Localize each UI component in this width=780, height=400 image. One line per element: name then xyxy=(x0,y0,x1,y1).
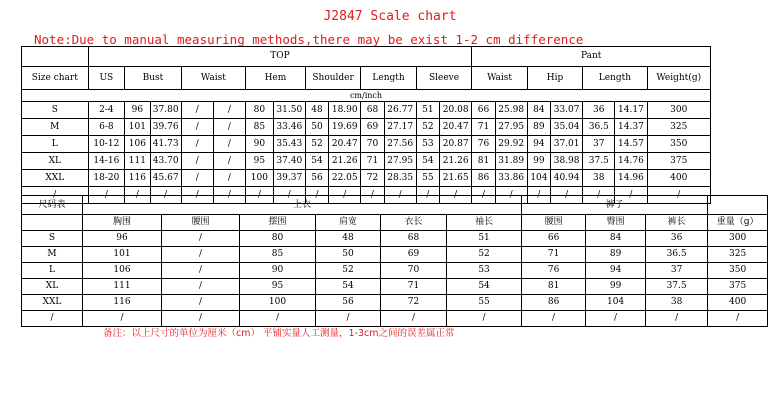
table-cell: / xyxy=(125,187,151,204)
table-cell: 375 xyxy=(708,279,768,295)
table-cell: 14.17 xyxy=(615,102,647,119)
table-cell: 54 xyxy=(305,153,328,170)
table-cell: 37 xyxy=(646,263,708,279)
table-cell: 36 xyxy=(583,102,615,119)
table-cell: 14.37 xyxy=(615,119,647,136)
table-cell: 116 xyxy=(125,170,151,187)
table-cell: 48 xyxy=(305,102,328,119)
table-cell: XXL xyxy=(22,295,83,311)
table-row xyxy=(22,231,768,247)
table-cell: 20.47 xyxy=(440,119,472,136)
header-bust: Bust xyxy=(125,67,182,90)
table-cell: 106 xyxy=(83,263,162,279)
table-cell: 54 xyxy=(316,279,381,295)
table-cell: 14.76 xyxy=(615,153,647,170)
table-cell: 90 xyxy=(240,263,316,279)
table-cell: 54 xyxy=(447,279,522,295)
table-cell: 68 xyxy=(381,231,447,247)
table-cell: 27.95 xyxy=(384,153,416,170)
table-cell: / xyxy=(583,187,615,204)
blank-cell xyxy=(708,196,768,215)
cn-column-header-row xyxy=(22,215,768,231)
table-cell: 86 xyxy=(472,170,495,187)
table-cell: / xyxy=(162,295,240,311)
table-row xyxy=(22,136,711,153)
chinese-size-table xyxy=(21,195,768,327)
table-row xyxy=(22,247,768,263)
table-cell: 37.01 xyxy=(551,136,583,153)
header-us: US xyxy=(88,67,125,90)
table-cell: 38 xyxy=(646,295,708,311)
table-cell: S xyxy=(22,102,89,119)
header-shoulder: Shoulder xyxy=(305,67,360,90)
table-cell: 99 xyxy=(527,153,550,170)
units-row xyxy=(22,90,711,102)
table-cell: 38.98 xyxy=(551,153,583,170)
table-row xyxy=(22,295,768,311)
table-cell: 45.67 xyxy=(150,170,181,187)
table-cell: 325 xyxy=(708,247,768,263)
table-cell: 84 xyxy=(527,102,550,119)
table-cell: / xyxy=(381,311,447,327)
table-cell: 72 xyxy=(381,295,447,311)
table-cell: 53 xyxy=(447,263,522,279)
table-cell: 25.98 xyxy=(495,102,527,119)
table-cell: / xyxy=(162,279,240,295)
table-cell: / xyxy=(83,311,162,327)
cn-header-length: 衣长 xyxy=(381,215,447,231)
table-cell: 36 xyxy=(646,231,708,247)
table-cell: 80 xyxy=(240,231,316,247)
table-cell: 22.05 xyxy=(329,170,361,187)
table-cell: 400 xyxy=(647,170,710,187)
table-cell: 52 xyxy=(416,119,439,136)
table-cell: 95 xyxy=(246,153,274,170)
table-cell: 50 xyxy=(316,247,381,263)
cn-header-pant-length: 裤长 xyxy=(646,215,708,231)
table-cell: 21.65 xyxy=(440,170,472,187)
table-cell: 10-12 xyxy=(88,136,125,153)
table-cell: / xyxy=(447,311,522,327)
table-cell: / xyxy=(162,311,240,327)
table-cell: 71 xyxy=(361,153,384,170)
table-cell: 37 xyxy=(583,136,615,153)
table-cell: / xyxy=(181,187,213,204)
table-cell: S xyxy=(22,231,83,247)
table-cell: 325 xyxy=(647,119,710,136)
table-cell: 350 xyxy=(708,263,768,279)
header-sleeve: Sleeve xyxy=(416,67,472,90)
table-cell: 36.5 xyxy=(646,247,708,263)
table-row xyxy=(22,263,768,279)
table-cell: 29.92 xyxy=(495,136,527,153)
blank-cell xyxy=(22,47,89,67)
table-cell: 56 xyxy=(316,295,381,311)
table-cell: 99 xyxy=(586,279,646,295)
cn-header-weight: 重量（g） xyxy=(708,215,768,231)
table-cell: 70 xyxy=(361,136,384,153)
table-cell: / xyxy=(181,153,213,170)
table-cell: / xyxy=(472,187,495,204)
table-cell: 38 xyxy=(583,170,615,187)
table-cell: 106 xyxy=(125,136,151,153)
cn-header-hem: 摆围 xyxy=(240,215,316,231)
table-cell: M xyxy=(22,119,89,136)
table-cell: 116 xyxy=(83,295,162,311)
table-cell: 2-4 xyxy=(88,102,125,119)
table-cell: / xyxy=(708,311,768,327)
table-cell: 35.04 xyxy=(551,119,583,136)
table-cell: / xyxy=(22,311,83,327)
table-cell: 71 xyxy=(522,247,586,263)
table-cell: / xyxy=(213,136,245,153)
cn-header-hip: 臀围 xyxy=(586,215,646,231)
table-cell: 37.80 xyxy=(150,102,181,119)
table-cell: 69 xyxy=(361,119,384,136)
table-cell: 71 xyxy=(381,279,447,295)
table-cell: 14-16 xyxy=(88,153,125,170)
table-cell: / xyxy=(240,311,316,327)
table-cell: 94 xyxy=(586,263,646,279)
cn-header-sleeve: 袖长 xyxy=(447,215,522,231)
table-cell: / xyxy=(416,187,439,204)
chart-title: J2847 Scale chart xyxy=(323,9,457,24)
table-cell: 72 xyxy=(361,170,384,187)
table-cell: 33.86 xyxy=(495,170,527,187)
table-cell: 56 xyxy=(305,170,328,187)
column-header-row xyxy=(22,67,711,90)
cn-section-pant: 裤子 xyxy=(522,196,708,215)
blank-cell xyxy=(22,215,83,231)
table-cell: 111 xyxy=(125,153,151,170)
table-cell: 76 xyxy=(522,263,586,279)
cn-section-row xyxy=(22,196,768,215)
table-cell: / xyxy=(88,187,125,204)
table-cell: 96 xyxy=(83,231,162,247)
table-cell: 39.37 xyxy=(273,170,305,187)
table-cell: 95 xyxy=(240,279,316,295)
table-cell: 27.56 xyxy=(384,136,416,153)
table-cell: 55 xyxy=(447,295,522,311)
table-cell: 66 xyxy=(522,231,586,247)
table-cell: 350 xyxy=(647,136,710,153)
header-hem: Hem xyxy=(246,67,306,90)
table-cell: 40.94 xyxy=(551,170,583,187)
table-cell: 400 xyxy=(708,295,768,311)
section-header-row xyxy=(22,47,711,67)
table-cell: 37.5 xyxy=(583,153,615,170)
table-cell: 21.26 xyxy=(329,153,361,170)
table-cell: / xyxy=(162,263,240,279)
table-cell: / xyxy=(646,311,708,327)
cn-header-bust: 胸围 xyxy=(83,215,162,231)
table-cell: 54 xyxy=(416,153,439,170)
table-cell: / xyxy=(384,187,416,204)
table-cell: 39.76 xyxy=(150,119,181,136)
table-cell: 52 xyxy=(447,247,522,263)
table-cell: / xyxy=(246,187,274,204)
table-cell: / xyxy=(181,136,213,153)
table-cell: 104 xyxy=(586,295,646,311)
table-cell: / xyxy=(361,187,384,204)
table-cell: 43.70 xyxy=(150,153,181,170)
chinese-table-body xyxy=(22,231,768,327)
table-cell: 19.69 xyxy=(329,119,361,136)
table-cell: / xyxy=(181,170,213,187)
table-cell: 375 xyxy=(647,153,710,170)
table-cell: / xyxy=(273,187,305,204)
table-cell: 6-8 xyxy=(88,119,125,136)
table-cell: 20.87 xyxy=(440,136,472,153)
table-row xyxy=(22,170,711,187)
cn-section-top: 上衣 xyxy=(83,196,522,215)
table-cell: XXL xyxy=(22,170,89,187)
table-cell: 111 xyxy=(83,279,162,295)
table-cell: 37.5 xyxy=(646,279,708,295)
table-cell: 48 xyxy=(316,231,381,247)
table-cell: / xyxy=(213,119,245,136)
table-cell: 27.95 xyxy=(495,119,527,136)
table-cell: 14.57 xyxy=(615,136,647,153)
table-cell: / xyxy=(22,187,89,204)
table-cell: / xyxy=(162,247,240,263)
table-cell: 37.40 xyxy=(273,153,305,170)
table-cell: / xyxy=(495,187,527,204)
table-cell: 21.26 xyxy=(440,153,472,170)
table-cell: 51 xyxy=(447,231,522,247)
table-cell: 35.43 xyxy=(273,136,305,153)
table-cell: 101 xyxy=(83,247,162,263)
table-cell: 69 xyxy=(381,247,447,263)
table-cell: / xyxy=(440,187,472,204)
english-table-body xyxy=(22,102,711,204)
table-cell: 89 xyxy=(527,119,550,136)
footnote: 备注：以上尺寸的单位为厘米（cm） 平铺实量人工测量，1-3cm之间的误差属正常 xyxy=(103,328,455,339)
table-cell: 51 xyxy=(416,102,439,119)
table-cell: 26.77 xyxy=(384,102,416,119)
table-cell: 96 xyxy=(125,102,151,119)
table-row xyxy=(22,102,711,119)
header-length: Length xyxy=(361,67,416,90)
table-cell: / xyxy=(213,187,245,204)
table-cell: / xyxy=(305,187,328,204)
table-cell: / xyxy=(615,187,647,204)
table-cell: 84 xyxy=(586,231,646,247)
table-cell: / xyxy=(522,311,586,327)
table-cell: / xyxy=(316,311,381,327)
table-cell: / xyxy=(181,119,213,136)
table-cell: 100 xyxy=(246,170,274,187)
table-cell: 68 xyxy=(361,102,384,119)
table-cell: / xyxy=(551,187,583,204)
table-cell: / xyxy=(213,170,245,187)
english-size-table xyxy=(21,46,711,204)
section-top: TOP xyxy=(88,47,472,67)
table-cell: 85 xyxy=(246,119,274,136)
header-size-chart: Size chart xyxy=(22,67,89,90)
measurement-note: Note:Due to manual measuring methods,there may be exist 1-2 cm difference xyxy=(34,32,584,47)
table-cell: 81 xyxy=(472,153,495,170)
table-cell: 94 xyxy=(527,136,550,153)
table-cell: 20.47 xyxy=(329,136,361,153)
table-cell: 300 xyxy=(708,231,768,247)
table-cell: / xyxy=(647,187,710,204)
table-cell: / xyxy=(162,231,240,247)
table-cell: 66 xyxy=(472,102,495,119)
table-cell: 41.73 xyxy=(150,136,181,153)
table-row xyxy=(22,279,768,295)
table-cell: 89 xyxy=(586,247,646,263)
table-cell: 31.50 xyxy=(273,102,305,119)
table-cell: 53 xyxy=(416,136,439,153)
table-cell: 36.5 xyxy=(583,119,615,136)
table-cell: 80 xyxy=(246,102,274,119)
table-cell: L xyxy=(22,136,89,153)
cn-header-pant-waist: 腰围 xyxy=(522,215,586,231)
table-cell: 100 xyxy=(240,295,316,311)
table-cell: 52 xyxy=(316,263,381,279)
table-cell: 33.07 xyxy=(551,102,583,119)
table-cell: 70 xyxy=(381,263,447,279)
table-cell: 33.46 xyxy=(273,119,305,136)
table-cell: 52 xyxy=(305,136,328,153)
table-cell: / xyxy=(586,311,646,327)
header-pant-waist: Waist xyxy=(472,67,527,90)
table-cell: 20.08 xyxy=(440,102,472,119)
header-hip: Hip xyxy=(527,67,582,90)
table-cell: 81 xyxy=(522,279,586,295)
table-cell: / xyxy=(150,187,181,204)
table-cell: 18.90 xyxy=(329,102,361,119)
table-cell: 101 xyxy=(125,119,151,136)
table-row xyxy=(22,119,711,136)
cn-header-waist: 腰围 xyxy=(162,215,240,231)
table-cell: M xyxy=(22,247,83,263)
table-cell: 86 xyxy=(522,295,586,311)
table-cell: 18-20 xyxy=(88,170,125,187)
table-cell: L xyxy=(22,263,83,279)
table-cell: 90 xyxy=(246,136,274,153)
units-label: cm/inch xyxy=(22,90,711,102)
table-cell: 14.96 xyxy=(615,170,647,187)
table-cell: XL xyxy=(22,153,89,170)
table-cell: 31.89 xyxy=(495,153,527,170)
table-cell: 71 xyxy=(472,119,495,136)
table-cell: / xyxy=(213,102,245,119)
table-cell: 300 xyxy=(647,102,710,119)
table-cell: 27.17 xyxy=(384,119,416,136)
table-cell: 50 xyxy=(305,119,328,136)
header-weight: Weight(g) xyxy=(647,67,710,90)
table-cell: / xyxy=(329,187,361,204)
table-cell: 76 xyxy=(472,136,495,153)
cn-header-shoulder: 肩宽 xyxy=(316,215,381,231)
table-cell: XL xyxy=(22,279,83,295)
table-cell: / xyxy=(527,187,550,204)
table-cell: 55 xyxy=(416,170,439,187)
table-cell: 28.35 xyxy=(384,170,416,187)
header-pant-length: Length xyxy=(583,67,647,90)
table-cell: 85 xyxy=(240,247,316,263)
table-cell: / xyxy=(213,153,245,170)
header-waist: Waist xyxy=(181,67,245,90)
table-cell: / xyxy=(181,102,213,119)
table-cell: 104 xyxy=(527,170,550,187)
section-pant: Pant xyxy=(472,47,711,67)
table-row xyxy=(22,153,711,170)
cn-size-label: 尺码表 xyxy=(22,196,83,215)
